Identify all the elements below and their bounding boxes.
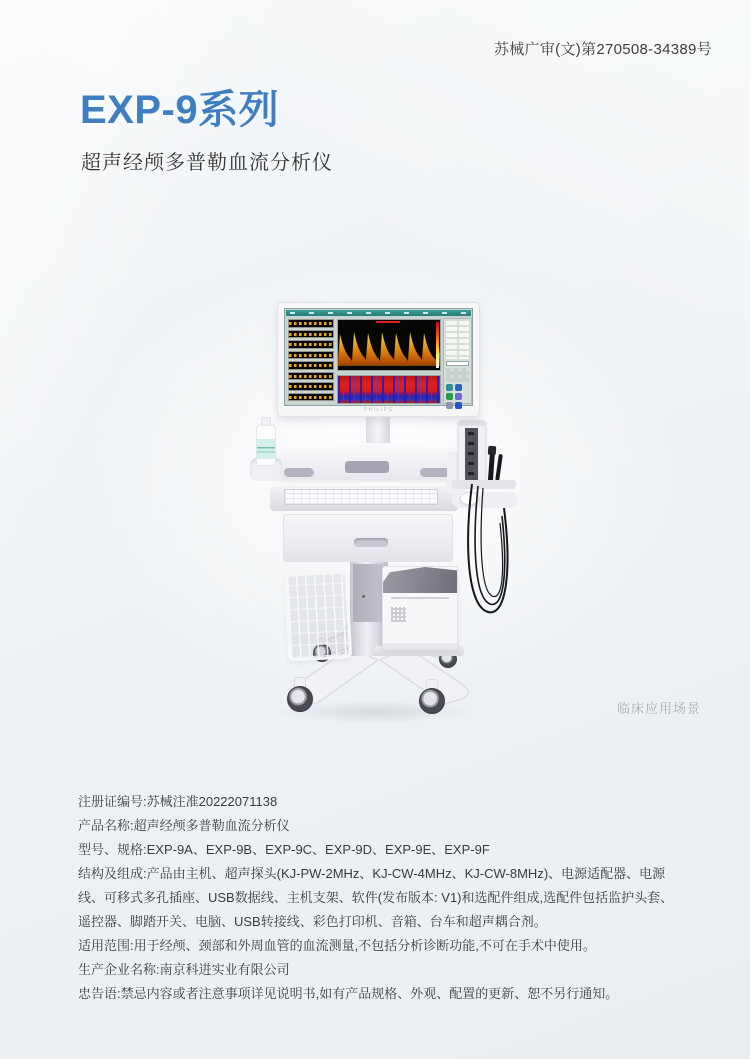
gel-bottle <box>256 424 276 466</box>
info-line-scope: 适用范围:用于经颅、颈部和外周血管的血流测量,不包括分析诊断功能,不可在手术中使用。 <box>78 938 596 953</box>
thumbnail-cell <box>288 372 334 381</box>
thumbnail-cell <box>288 319 334 328</box>
mmode-color-display <box>337 375 441 404</box>
caster-tire <box>287 686 313 712</box>
gel-bottle-label <box>257 439 275 459</box>
tower-cap <box>459 421 485 426</box>
desk-center-pad <box>345 461 389 473</box>
info-line-product-name: 产品名称:超声经颅多普勒血流分析仪 <box>78 818 290 833</box>
lift-column-plate <box>353 564 385 622</box>
printer-base <box>383 643 458 650</box>
drawer <box>283 514 453 562</box>
info-line-composition: 结构及组成:产品由主机、超声探头(KJ-PW-2MHz、KJ-CW-4MHz、KJ-CW-8MHz)、电源适配器、电源线、可移式多孔插座、USB数据线、主机支架、软件(发布版本: V1)和选配件组成,选配件包括监护头套、遥控器、脚踏开关、电脑、USB转接线、彩色打印机、音箱、台车和超声耦合剂。 <box>78 866 674 929</box>
desk-surface <box>276 443 458 480</box>
info-line-registration: 注册证编号:苏械注准20222071138 <box>78 794 278 809</box>
info-line-models: 型号、规格:EXP-9A、EXP-9B、EXP-9C、EXP-9D、EXP-9E、EXP-9F <box>78 842 490 857</box>
panel-tool-icons <box>446 384 469 402</box>
desk-corner-accent <box>284 468 314 477</box>
printer-lid <box>383 567 458 593</box>
thumbnail-cell <box>288 330 334 339</box>
monitor-screen <box>284 308 473 406</box>
keyboard <box>284 489 438 505</box>
printer <box>382 566 458 650</box>
thumbnail-cell <box>288 340 334 349</box>
spectrum-colorbar <box>436 322 439 368</box>
thumbnail-cell <box>288 393 334 402</box>
doppler-waveform <box>338 320 440 370</box>
parameter-value-boxes <box>446 321 469 359</box>
thumbnail-cell <box>288 351 334 360</box>
probe-cable-bundle <box>460 478 530 640</box>
storage-basket <box>284 570 353 661</box>
page-title: EXP-9系列 <box>80 88 280 132</box>
blue-tool-icon <box>455 384 462 391</box>
monitor <box>277 302 480 417</box>
gel-bottle-cap <box>261 417 271 426</box>
doppler-spectrum-display <box>337 319 441 371</box>
desk-corner-accent <box>420 468 450 477</box>
purple-tool-icon <box>455 393 462 400</box>
spectrum-thumbnail-column <box>288 319 334 403</box>
image-caption: 临床应用场景 <box>617 701 702 716</box>
teal-tool-icon <box>446 384 453 391</box>
page-subtitle: 超声经颅多普勒血流分析仪 <box>81 152 333 174</box>
green-tool-icon <box>446 393 453 400</box>
printer-vents <box>391 607 406 622</box>
caster-tire <box>419 688 445 714</box>
control-panel <box>443 318 472 404</box>
panel-button-grid <box>446 368 469 382</box>
approval-number: 苏械广审(文)第270508-34389号 <box>493 41 712 58</box>
info-line-warning: 忠告语:禁忌内容或者注意事项详见说明书,如有产品规格、外观、配置的更新、恕不另行通知。 <box>78 986 619 1001</box>
monitor-brand-label: PHILIPS <box>363 407 394 413</box>
info-line-manufacturer: 生产企业名称:南京科进实业有限公司 <box>78 962 290 977</box>
tower-connector-panel <box>465 428 478 480</box>
main-unit-tower <box>458 420 486 484</box>
product-info-section <box>78 790 678 1006</box>
printer-output-slot <box>391 597 449 599</box>
panel-dropdown <box>446 361 469 366</box>
screen-menu-bar <box>286 310 471 316</box>
probe-tip <box>488 446 497 456</box>
thumbnail-cell <box>288 382 334 391</box>
column-screw-hole <box>362 595 365 598</box>
drawer-handle <box>354 538 388 547</box>
thumbnail-cell <box>288 361 334 370</box>
